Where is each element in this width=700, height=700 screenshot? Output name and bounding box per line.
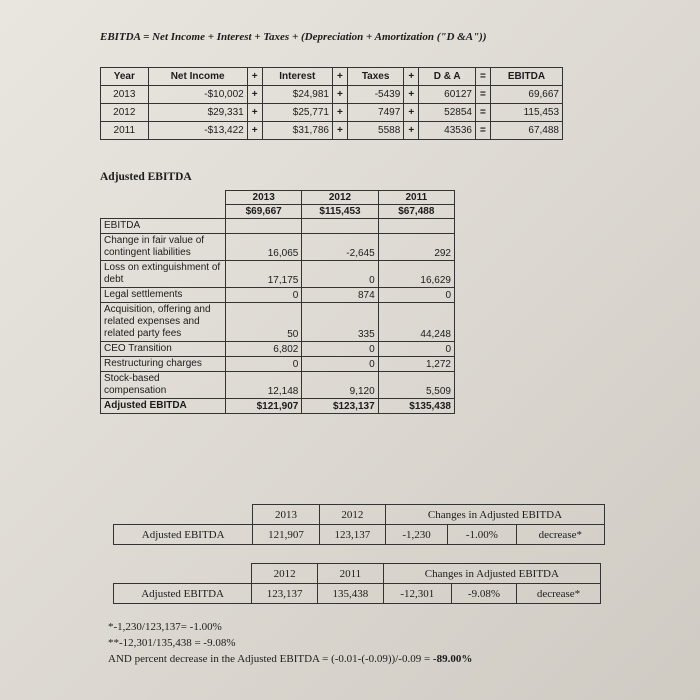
table-row xyxy=(101,303,455,342)
table-row xyxy=(101,122,563,140)
year-cell: 2011 xyxy=(378,191,454,205)
table-row xyxy=(101,86,563,104)
value-cell: 0 xyxy=(226,357,302,372)
change-table-2012-2011 xyxy=(113,563,601,604)
header-cell: + xyxy=(332,68,347,86)
table-row xyxy=(101,219,455,234)
table-row xyxy=(114,505,605,525)
header-cell: EBITDA xyxy=(490,68,562,86)
row-label: Restructuring charges xyxy=(101,357,226,372)
table-cell: + xyxy=(404,104,419,122)
year-cell: 2012 xyxy=(302,191,378,205)
table-row xyxy=(101,357,455,372)
note-2: **-12,301/135,438 = -9.08% xyxy=(108,637,236,649)
value-cell: 12,148 xyxy=(226,372,302,399)
row-label: Stock-based compensation xyxy=(101,372,226,399)
value-cell: 44,248 xyxy=(378,303,454,342)
header-cell: Year xyxy=(101,68,149,86)
row-label: Loss on extinguishment of debt xyxy=(101,261,226,288)
value-cell: $123,137 xyxy=(302,399,378,414)
change-table-2013-2012 xyxy=(113,504,605,545)
row-label: Adjusted EBITDA xyxy=(114,584,252,604)
value-cell: 121,907 xyxy=(253,525,319,545)
year-cell: 2013 xyxy=(253,505,319,525)
change-title: Changes in Adjusted EBITDA xyxy=(383,564,600,584)
table-row xyxy=(101,372,455,399)
direction: decrease* xyxy=(516,525,604,545)
table-cell: + xyxy=(404,86,419,104)
table-cell: 60127 xyxy=(419,86,476,104)
table-cell: = xyxy=(475,86,490,104)
table-cell: 115,453 xyxy=(490,104,562,122)
value-cell: $121,907 xyxy=(226,399,302,414)
table-cell: + xyxy=(332,86,347,104)
table-cell: + xyxy=(247,122,262,140)
row-label: EBITDA xyxy=(101,219,226,234)
table-cell: $24,981 xyxy=(262,86,332,104)
value-cell: 123,137 xyxy=(319,525,385,545)
row-label: CEO Transition xyxy=(101,342,226,357)
value-cell: $135,438 xyxy=(378,399,454,414)
table-header-row xyxy=(101,68,563,86)
blank-cell xyxy=(114,505,253,525)
header-cell: Interest xyxy=(262,68,332,86)
table-cell: 43536 xyxy=(419,122,476,140)
note-3-text: AND percent decrease in the Adjusted EBITDA = (-0.01-(-0.09))/-0.09 = xyxy=(108,653,433,665)
table-cell: + xyxy=(332,104,347,122)
blank-cell xyxy=(101,191,226,205)
table-cell: + xyxy=(247,86,262,104)
note-3 xyxy=(108,653,472,665)
year-cell: 2012 xyxy=(252,564,318,584)
table-cell: = xyxy=(475,122,490,140)
change-title: Changes in Adjusted EBITDA xyxy=(385,505,604,525)
table-cell: + xyxy=(404,122,419,140)
row-label: Adjusted EBITDA xyxy=(101,399,226,414)
table-cell: -$10,002 xyxy=(148,86,247,104)
table-row xyxy=(101,261,455,288)
table-row xyxy=(101,104,563,122)
value-cell: $115,453 xyxy=(302,205,378,219)
table-row xyxy=(101,288,455,303)
table-row xyxy=(114,564,601,584)
value-cell xyxy=(226,219,302,234)
table-cell: + xyxy=(247,104,262,122)
table-cell: $29,331 xyxy=(148,104,247,122)
year-cell: 2013 xyxy=(226,191,302,205)
adjusted-ebitda-table xyxy=(100,190,455,414)
direction: decrease* xyxy=(517,584,601,604)
value-cell: 5,509 xyxy=(378,372,454,399)
year-header-row xyxy=(101,191,455,205)
row-label: Legal settlements xyxy=(101,288,226,303)
row-label: Adjusted EBITDA xyxy=(114,525,253,545)
table-cell: 7497 xyxy=(347,104,403,122)
value-cell: 135,438 xyxy=(317,584,383,604)
value-cell: 0 xyxy=(378,288,454,303)
ebitda-table xyxy=(100,67,563,140)
note-3-result: -89.00% xyxy=(432,653,473,665)
table-row xyxy=(114,525,605,545)
value-cell: 0 xyxy=(302,357,378,372)
year-cell: 2011 xyxy=(317,564,383,584)
row-label: Change in fair value of contingent liabilities xyxy=(101,234,226,261)
header-cell: Net Income xyxy=(148,68,247,86)
table-cell: $31,786 xyxy=(262,122,332,140)
table-cell: -$13,422 xyxy=(148,122,247,140)
table-cell: + xyxy=(332,122,347,140)
value-cell: $69,667 xyxy=(226,205,302,219)
value-cell: 1,272 xyxy=(378,357,454,372)
value-cell: 292 xyxy=(378,234,454,261)
formula-title: EBITDA = Net Income + Interest + Taxes + (Depreciation + Amortization ("D &A")) xyxy=(100,31,487,43)
table-row xyxy=(101,399,455,414)
table-cell: 67,488 xyxy=(490,122,562,140)
pct-change: -1.00% xyxy=(448,525,517,545)
blank-cell xyxy=(114,564,252,584)
table-cell: 52854 xyxy=(419,104,476,122)
table-cell: = xyxy=(475,104,490,122)
table-cell: 2013 xyxy=(101,86,149,104)
value-cell: 16,629 xyxy=(378,261,454,288)
row-label: Acquisition, offering and related expenses and related party fees xyxy=(101,303,226,342)
value-cell: 335 xyxy=(302,303,378,342)
blank-cell xyxy=(101,205,226,219)
abs-change: -12,301 xyxy=(383,584,451,604)
table-cell: 2011 xyxy=(101,122,149,140)
table-row xyxy=(101,342,455,357)
header-cell: D & A xyxy=(419,68,476,86)
value-cell xyxy=(378,219,454,234)
table-row xyxy=(114,584,601,604)
value-cell: 0 xyxy=(302,342,378,357)
ebitda-values-row xyxy=(101,205,455,219)
value-cell: -2,645 xyxy=(302,234,378,261)
header-cell: Taxes xyxy=(347,68,403,86)
pct-change: -9.08% xyxy=(451,584,516,604)
table-row xyxy=(101,234,455,261)
value-cell: $67,488 xyxy=(378,205,454,219)
header-cell: + xyxy=(404,68,419,86)
table-cell: 5588 xyxy=(347,122,403,140)
value-cell: 16,065 xyxy=(226,234,302,261)
header-cell: = xyxy=(475,68,490,86)
value-cell: 0 xyxy=(302,261,378,288)
value-cell: 123,137 xyxy=(252,584,318,604)
value-cell: 0 xyxy=(378,342,454,357)
note-1: *-1,230/123,137= -1.00% xyxy=(108,621,222,633)
value-cell: 17,175 xyxy=(226,261,302,288)
year-cell: 2012 xyxy=(319,505,385,525)
table-cell: $25,771 xyxy=(262,104,332,122)
value-cell xyxy=(302,219,378,234)
table-cell: -5439 xyxy=(347,86,403,104)
adjusted-ebitda-heading: Adjusted EBITDA xyxy=(100,171,192,183)
table-cell: 2012 xyxy=(101,104,149,122)
header-cell: + xyxy=(247,68,262,86)
abs-change: -1,230 xyxy=(385,525,447,545)
value-cell: 50 xyxy=(226,303,302,342)
value-cell: 6,802 xyxy=(226,342,302,357)
value-cell: 874 xyxy=(302,288,378,303)
value-cell: 0 xyxy=(226,288,302,303)
value-cell: 9,120 xyxy=(302,372,378,399)
table-cell: 69,667 xyxy=(490,86,562,104)
